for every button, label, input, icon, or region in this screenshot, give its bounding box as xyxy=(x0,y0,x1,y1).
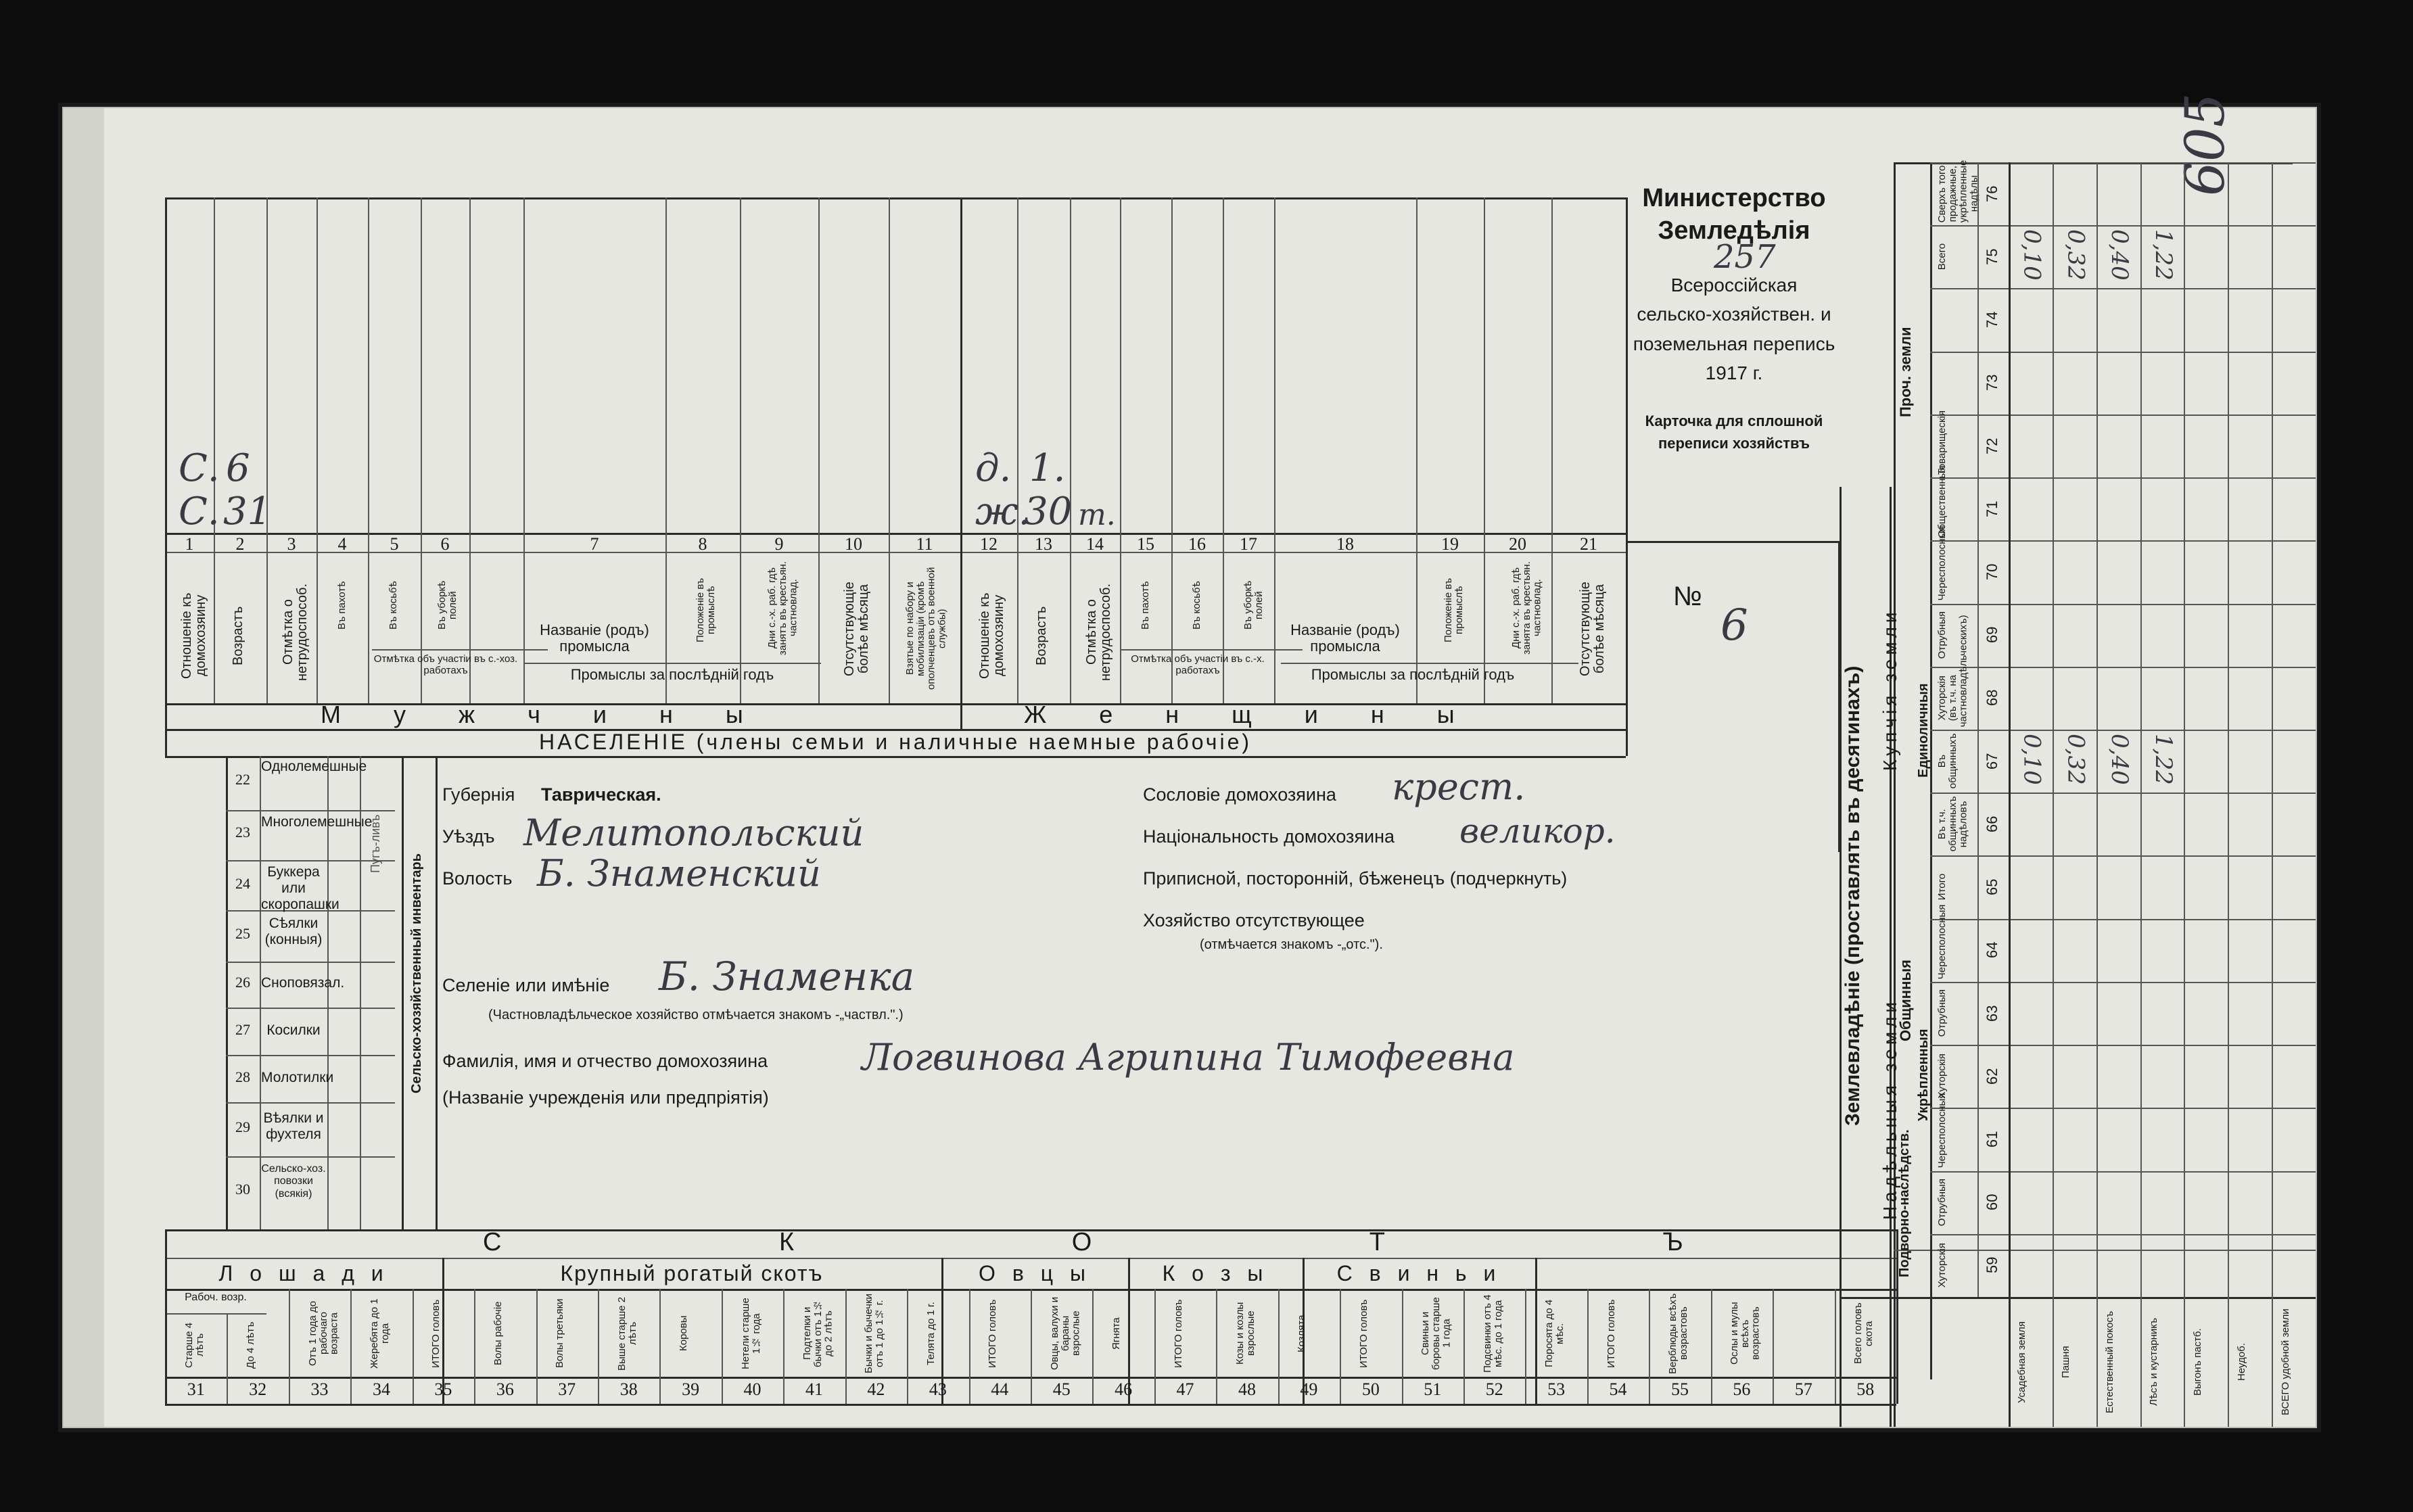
livestock-col-number: 55 xyxy=(1670,1379,1689,1399)
land-row-divider xyxy=(2272,162,2273,1427)
land-col-label: Хуторскія xyxy=(1936,1243,1948,1288)
livestock-col-number: 52 xyxy=(1485,1379,1503,1399)
land-row-label: Выгонъ пастб. xyxy=(2191,1328,2203,1396)
land-col-divider xyxy=(1930,1171,2316,1173)
livestock-col-label: Коровы xyxy=(678,1315,690,1352)
land-col-label: Сверхъ того продажные, укрѣпленные надѣлы xyxy=(1936,160,1980,223)
group-horses: Л о ш а д и xyxy=(218,1261,389,1285)
col-num: 17 xyxy=(1240,534,1257,554)
hw-land-value: 0,40 xyxy=(2106,734,2134,785)
inventory-row-no: 22 xyxy=(235,771,250,788)
land-row-divider xyxy=(2096,162,2098,1427)
land-col-number: 68 xyxy=(1984,690,2000,707)
group-goats: К о з ы xyxy=(1162,1261,1269,1285)
hw-men-rel-1: С. xyxy=(179,446,220,490)
col-label: Возрастъ xyxy=(231,606,245,665)
group-sheep: О в ц ы xyxy=(979,1261,1091,1285)
livestock-col-label: Свиньи и боровы старше 1 года xyxy=(1420,1297,1453,1370)
land-podvorno: Подворно-наслѣдств. xyxy=(1897,1129,1912,1278)
land-col-label: Отрубныя xyxy=(1936,611,1948,659)
livestock-col-number: 54 xyxy=(1609,1379,1627,1399)
land-col-number: 63 xyxy=(1984,1005,2000,1022)
col-label: Въ косьбѣ xyxy=(1191,581,1202,630)
land-row-divider xyxy=(2053,162,2054,1427)
land-col-label: Общественныя xyxy=(1936,465,1948,538)
livestock-col-number: 40 xyxy=(743,1379,762,1399)
land-col-divider xyxy=(1930,1108,2316,1109)
census-title: Всероссійская сельско-хозяйствен. и поземельная перепись 1917 г. xyxy=(1633,275,1835,384)
land-col-number: 64 xyxy=(1984,942,2000,959)
livestock-col-number: 57 xyxy=(1794,1379,1812,1399)
nation-value: великор. xyxy=(1459,811,1616,851)
inventory-row-label: Вѣялки и фухтеля xyxy=(263,1110,324,1143)
col-label: Названіе (родъ) промысла xyxy=(540,621,649,655)
livestock-col-label: ИТОГО головъ xyxy=(1605,1299,1617,1368)
inventory-row-no: 29 xyxy=(235,1118,250,1135)
livestock-col-number: 46 xyxy=(1115,1379,1133,1399)
col-label: Промыслы за послѣдній годъ xyxy=(1311,666,1515,683)
land-col-label: Товарищескія xyxy=(1936,410,1948,475)
hw-men-age-2: 31 xyxy=(223,490,272,534)
land-col-divider xyxy=(1930,730,2316,731)
land-col-label: Отрубныя xyxy=(1936,989,1948,1037)
col-num: 10 xyxy=(845,534,862,554)
col-label: Въ пахотѣ xyxy=(1140,581,1151,630)
land-row-divider xyxy=(2184,162,2185,1427)
livestock-col-label: ИТОГО головъ xyxy=(430,1299,442,1368)
land-obshch: Общинныя xyxy=(1897,960,1914,1042)
hw-land-value: 0,32 xyxy=(2062,734,2090,785)
livestock-col-label: Верблюды всѣхъ возрастовъ xyxy=(1667,1293,1689,1374)
col-label: Отмѣтка объ участіи въ с.-х. работахъ xyxy=(1131,653,1265,677)
col-num: 4 xyxy=(337,534,347,554)
land-col-divider xyxy=(1930,162,2316,164)
land-col-label: Итого xyxy=(1936,874,1948,901)
inventory-row-label: Буккера или скоропашки xyxy=(261,864,339,913)
land-col-number: 60 xyxy=(1984,1194,2000,1211)
livestock-col-number: 56 xyxy=(1733,1379,1751,1399)
col-num: 8 xyxy=(698,534,707,554)
livestock-col-number: 51 xyxy=(1424,1379,1442,1399)
land-col-label: Чересполосныя xyxy=(1936,904,1948,979)
inventory-row-label: Косилки xyxy=(266,1022,321,1038)
land-col-divider xyxy=(1930,540,2316,542)
livestock-col-label: Козлята xyxy=(1296,1315,1308,1352)
land-col-divider xyxy=(1930,477,2316,479)
col-label: Въ косьбѣ xyxy=(388,581,399,630)
livestock-col-label: Ослы и мулы всѣхъ возрастовъ xyxy=(1729,1302,1762,1365)
livestock-col-number: 53 xyxy=(1547,1379,1566,1399)
col-label: Промыслы за послѣдній годъ xyxy=(570,666,774,683)
hw-corner-number: 605 xyxy=(2174,93,2236,196)
col-label: Названіе (родъ) промысла xyxy=(1290,621,1400,655)
land-col-divider xyxy=(1930,982,2316,983)
inventory-row-no: 28 xyxy=(235,1068,250,1085)
livestock-col-label: Волы рабочіе xyxy=(492,1301,504,1366)
land-col-number: 69 xyxy=(1984,626,2000,644)
land-row-label: Естественный покосъ xyxy=(2104,1310,2116,1413)
land-col-number: 61 xyxy=(1984,1131,2000,1148)
col-label: Отмѣтка о нетрудоспособ. xyxy=(281,584,310,682)
livestock-col-number: 41 xyxy=(805,1379,823,1399)
census-card xyxy=(62,93,2317,1428)
land-col-label: Въ т.ч. общинныхъ надѣловъ xyxy=(1936,796,1969,852)
livestock-col-label: Козы и козлы взрослые xyxy=(1234,1302,1257,1365)
land-proch: Проч. земли xyxy=(1897,327,1914,417)
col-label: Въ уборкѣ полей xyxy=(436,580,459,630)
col-label: Отмѣтка о нетрудоспособ. xyxy=(1084,584,1113,682)
land-row-divider xyxy=(2228,162,2229,1427)
livestock-col-number: 32 xyxy=(249,1379,267,1399)
livestock-col-label: Выше старше 2 лѣтъ xyxy=(615,1296,638,1371)
hw-men-rel-2: С. xyxy=(179,490,220,534)
selo-value: Б. Знаменка xyxy=(659,953,915,999)
fio-value: Логвинова Агрипина Тимофеевна xyxy=(862,1036,1515,1079)
inventory-row-no: 25 xyxy=(235,925,250,942)
group-pigs: С в и н ь и xyxy=(1336,1261,1501,1285)
col-num: 16 xyxy=(1188,534,1206,554)
guberniya-label: Губернія xyxy=(442,784,515,805)
land-col-number: 59 xyxy=(1984,1257,2000,1274)
land-col-number: 75 xyxy=(1984,248,2000,266)
selo-label: Селеніе или имѣніе xyxy=(442,975,610,995)
land-col-label: Хуторскія (въ т.ч. на частновладѣльческихъ) xyxy=(1936,615,1969,727)
col-num: 19 xyxy=(1441,534,1459,554)
soslovie-value: крест. xyxy=(1392,765,1526,808)
hw-land-value: 0,32 xyxy=(2062,229,2090,281)
col-num: 5 xyxy=(390,534,399,554)
livestock-col-label: ИТОГО головъ xyxy=(1357,1299,1369,1368)
land-valcol-divider xyxy=(2009,162,2011,1427)
hw-women-rel-1: д. xyxy=(975,446,1012,490)
land-col-divider xyxy=(1930,793,2316,794)
land-col-number: 71 xyxy=(1984,500,2000,517)
card-number-label: № xyxy=(1673,582,1702,611)
population-heading: НАСЕЛЕНІЕ (члены семьи и наличные наемные рабочіе) xyxy=(538,730,1252,754)
land-col-label xyxy=(1937,291,1975,348)
land-numcol-divider xyxy=(1977,162,1979,1297)
land-row-label: Пашня xyxy=(2060,1346,2072,1378)
col-num: 1 xyxy=(185,534,194,554)
col-label: Отсутствующіе болѣе мѣсяца xyxy=(842,582,871,676)
livestock-col-label: Поросята до 4 мѣс. xyxy=(1543,1299,1566,1368)
col-num: 11 xyxy=(916,534,933,554)
livestock-col-number: 49 xyxy=(1300,1379,1318,1399)
land-col-divider xyxy=(1930,919,2316,920)
land-row-label: Усадебная земля xyxy=(2016,1321,2028,1403)
land-row-label: Неудоб. xyxy=(2235,1343,2247,1381)
card-spine-shadow xyxy=(64,108,104,1427)
land-col-label xyxy=(1937,354,1975,412)
hw-archive-number: 257 xyxy=(1714,238,1776,276)
livestock-col-label: До 4 лѣтъ xyxy=(245,1321,257,1369)
livestock-col-label: Бычки и бычечки отъ 1 до 1½ г. xyxy=(863,1294,886,1373)
livestock-col-number: 36 xyxy=(496,1379,514,1399)
land-col-number: 72 xyxy=(1984,438,2000,454)
livestock-col-number: 38 xyxy=(619,1379,638,1399)
land-col-number: 70 xyxy=(1984,563,2000,581)
col-num: 18 xyxy=(1336,534,1354,554)
col-num: 3 xyxy=(287,534,296,554)
col-label: Отсутствующіе болѣе мѣсяца xyxy=(1578,582,1607,676)
selo-note: (Частновладѣльческое хозяйство отмѣчается знакомъ -„частвл.".) xyxy=(488,1008,904,1022)
livestock-col-label: Ягнята xyxy=(1110,1317,1123,1350)
livestock-col-label: Подсвинки отъ 4 мѣс. до 1 года xyxy=(1481,1294,1504,1373)
livestock-col-number: 44 xyxy=(991,1379,1009,1399)
col-num: 6 xyxy=(440,534,450,554)
col-num: 9 xyxy=(774,534,784,554)
hw-women-age-2: 30 xyxy=(1024,490,1073,534)
land-col-number: 66 xyxy=(1984,816,2000,833)
livestock-col-number: 45 xyxy=(1052,1379,1071,1399)
inventory-row-label: Сельско-хоз. повозки (всякія) xyxy=(261,1163,326,1200)
land-col-divider xyxy=(1930,1234,2316,1235)
volost-value: Б. Знаменский xyxy=(537,852,821,895)
land-row-divider xyxy=(2140,162,2142,1427)
women-heading: Ж е н щ и н ы xyxy=(1024,701,1478,728)
livestock-col-label: ИТОГО головъ xyxy=(1172,1299,1184,1368)
land-col-divider xyxy=(1930,225,2316,227)
hw-land-value: 0,10 xyxy=(2018,229,2046,281)
inventory-row-no: 27 xyxy=(235,1021,250,1038)
livestock-col-label: Овцы, валухи и бараны взрослые xyxy=(1048,1296,1082,1371)
absent-label: Хозяйство отсутствующее xyxy=(1143,910,1365,930)
land-ukreplen: Укрѣпленныя xyxy=(1916,1029,1931,1122)
col-label: Положеніе въ промыслѣ xyxy=(695,577,717,642)
livestock-col-number: 37 xyxy=(558,1379,576,1399)
land-col-number: 73 xyxy=(1984,375,2000,392)
livestock-col-label: Волы третьяки xyxy=(554,1298,566,1369)
col-num: 15 xyxy=(1137,534,1154,554)
inventory-row-label: Сноповязал. xyxy=(261,975,345,991)
livestock-col-label: ИТОГО головъ xyxy=(987,1299,999,1368)
col-num: 13 xyxy=(1035,534,1052,554)
livestock-col-label: Подтелки и бычки отъ 1½ до 2 лѣтъ xyxy=(801,1299,835,1368)
inventory-row-label: Многолемешные xyxy=(261,814,373,830)
land-col-label: Всего xyxy=(1936,243,1948,270)
volost-label: Волость xyxy=(442,868,513,889)
col-label: Дни с.-х. раб. гдѣ занята въ крестьян. частновлад. xyxy=(1510,561,1543,655)
inventory-row-no: 30 xyxy=(235,1181,250,1198)
land-col-label: Чересполосныя xyxy=(1936,1093,1948,1168)
land-col-number: 67 xyxy=(1984,753,2000,770)
hw-land-value: 1,22 xyxy=(2150,734,2177,785)
livestock-col-label: Всего головъ скота xyxy=(1852,1302,1875,1365)
livestock-col-number: 58 xyxy=(1856,1379,1875,1399)
land-col-number: 74 xyxy=(1984,311,2000,329)
col-num: 21 xyxy=(1580,534,1597,554)
inventory-row-no: 23 xyxy=(235,824,250,841)
absent-note: (отмѣчается знакомъ -„отс."). xyxy=(1200,937,1383,952)
hw-land-value: 0,10 xyxy=(2018,734,2046,785)
land-col-divider xyxy=(1930,667,2316,668)
col-label: Дни с.-х. раб. гдѣ занятъ въ крестьян. частновлад. xyxy=(766,561,799,655)
uezd-value: Мелитопольский xyxy=(523,811,864,854)
hw-women-age-1: 1. xyxy=(1029,446,1066,490)
inventory-row-no: 26 xyxy=(235,974,250,991)
land-col-label: Отрубныя xyxy=(1936,1179,1948,1227)
land-row-label: ВСЕГО удобной земли xyxy=(2279,1308,2291,1415)
status-label: Приписной, посторонній, бѣженецъ (подчеркнуть) xyxy=(1143,868,1568,889)
land-col-number: 76 xyxy=(1984,185,2000,202)
guberniya-value: Таврическая. xyxy=(541,784,661,805)
land-kuplya: Купчія земли xyxy=(1879,608,1900,772)
fio-label: Фамилія, имя и отчество домохозяина xyxy=(442,1051,768,1071)
land-col-divider xyxy=(1930,415,2316,416)
livestock-col-number: 39 xyxy=(682,1379,700,1399)
inventory-heading: Сельско-хозяйственный инвентарь xyxy=(409,853,424,1094)
col-label: Въ пахотѣ xyxy=(336,581,348,630)
land-heading: Землевладѣніе (проставлять въ десятинахъ) xyxy=(1842,665,1864,1127)
col-label: Отношеніе къ домохозяину xyxy=(179,592,208,679)
livestock-col-number: 50 xyxy=(1361,1379,1380,1399)
hw-women-mark: т. xyxy=(1078,498,1116,532)
col-label: Отношеніе къ домохозяину xyxy=(977,592,1006,679)
col-num: 20 xyxy=(1509,534,1526,554)
inventory-row-label: Молотилки xyxy=(261,1070,334,1085)
livestock-col-label: Старше 4 лѣтъ xyxy=(183,1322,206,1368)
uezd-label: Уѣздъ xyxy=(442,826,495,847)
land-col-divider xyxy=(1930,352,2316,353)
livestock-col-label: Отъ 1 года до рабочаго возраста xyxy=(306,1300,340,1367)
soslovie-label: Сословіе домохозяина xyxy=(1143,784,1336,805)
hw-men-age-1: 6 xyxy=(226,446,250,490)
ministry-title: Министерство Земледѣлія xyxy=(1642,184,1826,245)
col-label: Взятые по набору и мобилизаціи (кромѣ ополченцевъ отъ военной службы) xyxy=(904,567,948,690)
nation-label: Національность домохозяина xyxy=(1143,826,1395,847)
col-label: Положеніе въ промыслѣ xyxy=(1443,577,1465,642)
org-label: (Названіе учрежденія или предпріятія) xyxy=(442,1087,769,1108)
livestock-col-label: Жеребята до 1 года xyxy=(369,1298,391,1369)
livestock-col-number: 35 xyxy=(434,1379,452,1399)
work-age-label: Рабоч. возр. xyxy=(185,1292,247,1303)
livestock-col-number: 48 xyxy=(1238,1379,1256,1399)
livestock-col-number: 47 xyxy=(1176,1379,1194,1399)
land-col-label: Чересполосныя xyxy=(1936,525,1948,601)
land-col-number: 62 xyxy=(1984,1068,2000,1085)
livestock-col-number: 34 xyxy=(372,1379,390,1399)
men-heading: М у ж ч и н ы xyxy=(321,701,766,728)
land-col-divider xyxy=(1930,288,2316,289)
card-type: Карточка для сплошной переписи хозяйствъ xyxy=(1645,412,1823,452)
col-label: Отмѣтка объ участіи въ с.-хоз. работахъ xyxy=(373,653,518,677)
livestock-col-number: 33 xyxy=(310,1379,329,1399)
col-num: 14 xyxy=(1086,534,1104,554)
inventory-prefix: Пугъ-ливъ xyxy=(369,814,382,874)
col-label: Въ уборкѣ полей xyxy=(1242,580,1265,630)
col-num: 12 xyxy=(980,534,998,554)
livestock-col-number: 42 xyxy=(867,1379,885,1399)
col-num: 2 xyxy=(235,534,245,554)
inventory-row-label: Сѣялки (конныя) xyxy=(264,916,323,948)
land-col-divider xyxy=(1930,1045,2316,1046)
livestock-col-number: 43 xyxy=(929,1379,947,1399)
livestock-col-number: 31 xyxy=(187,1379,205,1399)
hw-women-rel-2: ж. xyxy=(975,490,1031,534)
card-number-value: 6 xyxy=(1720,600,1748,651)
land-col-divider xyxy=(1930,855,2316,857)
livestock-col-label: Телята до 1 г. xyxy=(924,1302,937,1365)
inventory-row-no: 24 xyxy=(235,875,250,892)
livestock-col-label: Нетели старше 1½ года xyxy=(739,1298,762,1369)
hw-land-value: 0,40 xyxy=(2106,229,2134,281)
livestock-heading: С К О Т Ъ xyxy=(483,1228,1819,1256)
inventory-row-label: Однолемешные xyxy=(261,759,367,774)
land-edinolich: Единоличныя xyxy=(1916,683,1931,778)
hw-land-value: 1,22 xyxy=(2150,229,2177,281)
col-num: 7 xyxy=(590,534,599,554)
land-nadel: Надѣльныя земли xyxy=(1879,997,1900,1221)
land-col-divider xyxy=(1930,604,2316,605)
livestock-col-label xyxy=(1791,1293,1816,1374)
land-col-label: Хуторскія xyxy=(1936,1054,1948,1099)
land-col-label: Въ общинныхъ xyxy=(1936,733,1959,789)
land-row-label: Лѣсъ и кустарникъ xyxy=(2148,1317,2159,1407)
land-col-number: 65 xyxy=(1984,878,2000,896)
col-label: Возрастъ xyxy=(1034,606,1049,665)
group-cattle: Крупный рогатый скотъ xyxy=(560,1261,824,1285)
